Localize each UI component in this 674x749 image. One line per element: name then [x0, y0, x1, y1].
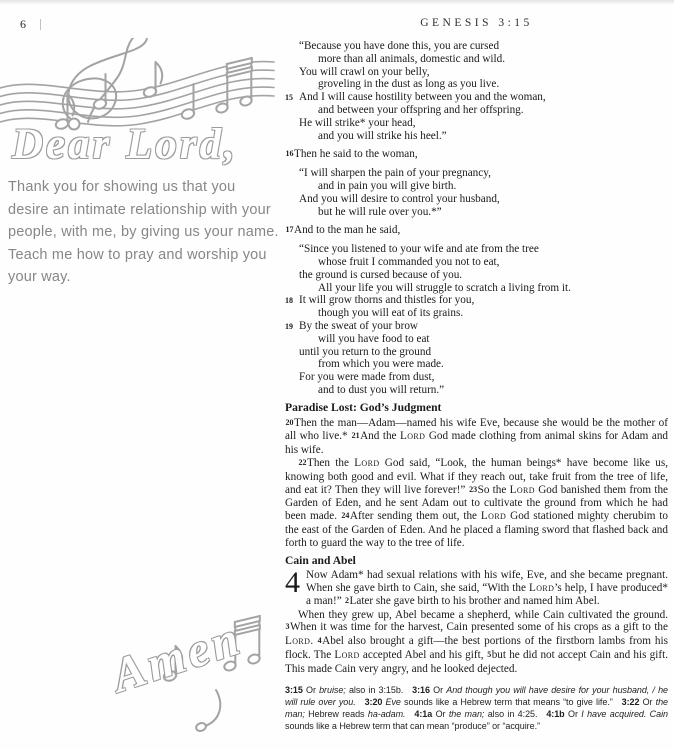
poetry-line — [299, 180, 668, 193]
text-run: and between your offspring and her offspring. — [318, 103, 524, 116]
text-run: Then the — [307, 456, 355, 469]
prayer-line: desire an intimate relationship with your — [8, 201, 271, 218]
text-run: whose fruit I commanded you not to eat, — [318, 255, 500, 268]
footnote-italic: bruise; — [319, 684, 346, 695]
poetry-line — [299, 346, 668, 359]
chapter-number-dropcap: 4 — [285, 566, 300, 600]
verse-number: 18 — [285, 296, 293, 306]
text-run: Or — [639, 696, 656, 707]
section-heading: Paradise Lost: God’s Judgment — [285, 401, 442, 415]
text-run: but he will rule over you.*” — [318, 205, 442, 218]
prose-paragraph — [285, 224, 668, 238]
prose-paragraph — [285, 457, 668, 550]
text-run: And you will desire to control your husband, — [299, 192, 500, 205]
text-run: Later she gave birth to his brother and named him Abel. — [349, 594, 600, 607]
footnote-ref: 4:1a — [414, 709, 433, 720]
greeting-script: Dear Lord, — [12, 121, 238, 168]
divine-name: Lord — [354, 456, 380, 469]
poetry-line — [299, 282, 668, 295]
text-run: will you have food to eat — [318, 332, 430, 345]
text-run: Then he said to the woman, — [294, 147, 418, 160]
text-run: When it was time for the harvest, Cain presented some of his crops as a gift to the — [290, 621, 668, 634]
footnote-italic: the man; — [285, 696, 669, 720]
text-run: groveling in the dust as long as you live. — [318, 78, 500, 91]
text-run: . — [310, 635, 318, 648]
poetry-line — [299, 40, 668, 53]
text-run: All your life you will struggle to scratch a living from it. — [318, 281, 571, 294]
text-run: God banished them from the Garden of Eden, and he sent Adam out to cultivate the ground from which he had been made. — [285, 483, 669, 523]
poetry-block — [285, 243, 668, 397]
footnote-ref: 3:15 — [285, 684, 303, 695]
verse-number: 23 — [469, 484, 478, 494]
text-run: though you will eat of its grains. — [318, 307, 464, 320]
poetry-line — [299, 384, 668, 397]
footnote-italic: the man; — [448, 709, 485, 720]
text-run: He will strike* your head, — [299, 116, 416, 129]
divine-name: Lord — [285, 635, 311, 648]
poetry-line — [299, 333, 668, 346]
divine-name: Lord — [334, 649, 360, 662]
text-run: also in 4:25. — [484, 709, 547, 720]
verse-number: 21 — [351, 431, 360, 441]
poetry-line — [299, 78, 668, 91]
text-run: Abel also brought a gift—the best portions of the firstborn lambs from his flock. The — [285, 635, 668, 662]
text-run: It will grow thorns and thistles for you, — [299, 294, 475, 307]
poetry-line — [285, 91, 668, 104]
poetry-line — [299, 104, 668, 117]
prose-paragraph — [285, 417, 668, 457]
verse-number: 19 — [285, 321, 293, 331]
text-run: more than all animals, domestic and wild. — [318, 52, 506, 65]
page-top-shadow — [0, 0, 674, 5]
prayer-note — [8, 176, 280, 289]
verse-number: 3 — [285, 622, 290, 632]
music-note-icon — [195, 690, 220, 732]
prayer-line: people, with me, by giving us your name. — [8, 224, 279, 240]
divine-name: Lord — [400, 430, 426, 443]
poetry-line — [299, 117, 668, 130]
divine-name: Lord — [480, 510, 507, 523]
chapter-paragraph — [285, 566, 668, 608]
poetry-line — [299, 358, 668, 371]
amen-script: Amen — [105, 611, 250, 703]
text-run: sounds like a Hebrew term that can mean “produce” or “acquire.” — [285, 721, 540, 732]
verse-number: 22 — [298, 457, 307, 467]
page-number: 6 — [20, 17, 26, 31]
verse-number: 5 — [487, 650, 492, 660]
poetry-line — [299, 206, 668, 219]
scripture-text — [285, 40, 668, 676]
text-run: but he did not accept Cain and his gift. This made Cain very angry, and he looked dejected. — [285, 649, 668, 675]
poetry-block — [285, 40, 668, 142]
verse-number: 20 — [285, 417, 294, 427]
text-run: the ground is cursed because of you. — [299, 268, 463, 281]
verse-number: 4 — [317, 636, 322, 646]
poetry-line — [299, 193, 668, 206]
text-run: Or — [302, 684, 320, 695]
poetry-line — [299, 371, 668, 384]
text-run: and to dust you will return.” — [318, 383, 445, 396]
text-run: And the — [360, 430, 401, 443]
text-run: For you were made from dust, — [299, 371, 435, 384]
prayer-line: Thank you for showing us that you — [8, 179, 236, 195]
text-run: and in pain you will give birth. — [318, 179, 457, 192]
prose-paragraph — [285, 148, 668, 162]
prose-paragraph — [285, 609, 668, 676]
verse-number: 15 — [285, 93, 293, 103]
divine-name: Lord — [529, 582, 555, 595]
text-run: and you will strike his heel.” — [318, 129, 447, 142]
poetry-line — [299, 167, 668, 180]
footnote-italic: And though you will have desire for your husband, / he will rule over you. — [285, 684, 668, 707]
text-run: God made clothing from animal skins for Adam and his wife. — [285, 430, 669, 457]
text-run: “Since you listened to your wife and ate from the tree — [299, 243, 539, 256]
scripture-column — [285, 40, 668, 732]
text-run: By the sweat of your brow — [299, 319, 418, 332]
text-run: “I will sharpen the pain of your pregnancy, — [299, 167, 491, 180]
text-run: from which you were made. — [318, 358, 444, 371]
prayer-line: Teach me how to pray and worship you — [8, 246, 267, 263]
text-run — [356, 697, 365, 707]
music-note-icon — [181, 84, 196, 120]
music-note-icon — [143, 62, 163, 98]
beamed-notes-icon — [215, 58, 253, 114]
poetry-line — [299, 53, 668, 66]
footnotes-paragraph — [285, 684, 668, 733]
divine-name: Lord — [509, 483, 535, 496]
text-run: God said, “Look, the human beings* have become like us, knowing both good and evil. What if they reach out, take fruit from the tree of life, and eat it? Then they will live forever!” — [285, 456, 669, 496]
poetry-line — [299, 66, 668, 79]
footnote-ref: 3:20 — [364, 696, 383, 707]
text-run: Then the man—Adam—named his wife Eve, because she would be the mother of all who live.* — [285, 416, 668, 443]
footnote-ref: 3:22 — [621, 696, 640, 707]
text-run: And to the man he said, — [294, 223, 401, 236]
poetry-line — [299, 256, 668, 269]
poetry-line — [299, 307, 668, 320]
text-run: So the — [477, 483, 510, 496]
footnote-italic: I have acquired. Cain — [581, 709, 668, 720]
footnote-ref: 3:16 — [412, 684, 430, 695]
text-run: God stationed mighty cherubim to the east of the Garden of Eden. And he placed a flaming sword that flashed back and forth to guard the way to the tree of life. — [285, 510, 668, 549]
text-run: Or — [429, 684, 447, 695]
text-run: until you return to the ground — [299, 345, 432, 358]
footnote-italic: Eve — [385, 696, 401, 707]
prayer-line: your way. — [8, 269, 71, 285]
text-run: When they grew up, Abel became a shepherd, while Cain cultivated the ground. — [298, 608, 668, 621]
footnote-ref: 4:1b — [546, 709, 565, 720]
section-heading: Cain and Abel — [285, 553, 356, 567]
text-run: “Because you have done this, you are cursed — [299, 40, 500, 52]
text-run: Or — [564, 709, 582, 720]
verse-number: 2 — [345, 595, 350, 605]
footnote-italic: ha-adam. — [367, 709, 406, 720]
text-run: You will crawl on your belly, — [299, 65, 430, 78]
text-run: accepted Abel and his gift, — [359, 649, 487, 662]
verse-number: 17 — [285, 224, 294, 234]
text-run: sounds like a Hebrew term that means “to give life.” — [400, 696, 622, 707]
poetry-line — [299, 130, 668, 143]
poetry-line — [285, 294, 668, 307]
text-run: Now Adam* had sexual relations with his wife, Eve, and she became pregnant. When she gave birth to Cain, she said, “With the — [306, 569, 668, 595]
text-run: ’s help, I have produced* a man!” — [306, 582, 668, 607]
poetry-line — [299, 269, 668, 282]
text-run: Or — [432, 709, 449, 720]
page-number-divider — [40, 19, 41, 30]
running-head: GENESIS 3:15 — [420, 17, 533, 29]
verse-number: 16 — [285, 148, 294, 158]
text-run: And I will cause hostility between you and the woman, — [299, 91, 546, 104]
verse-number: 24 — [341, 511, 350, 521]
text-run: After sending them out, the — [349, 510, 481, 523]
text-run: Hebrew reads — [304, 709, 368, 720]
poetry-line — [285, 319, 668, 333]
text-run: also in 3:15b. — [345, 684, 413, 695]
poetry-block — [299, 167, 668, 218]
poetry-line — [299, 243, 668, 256]
